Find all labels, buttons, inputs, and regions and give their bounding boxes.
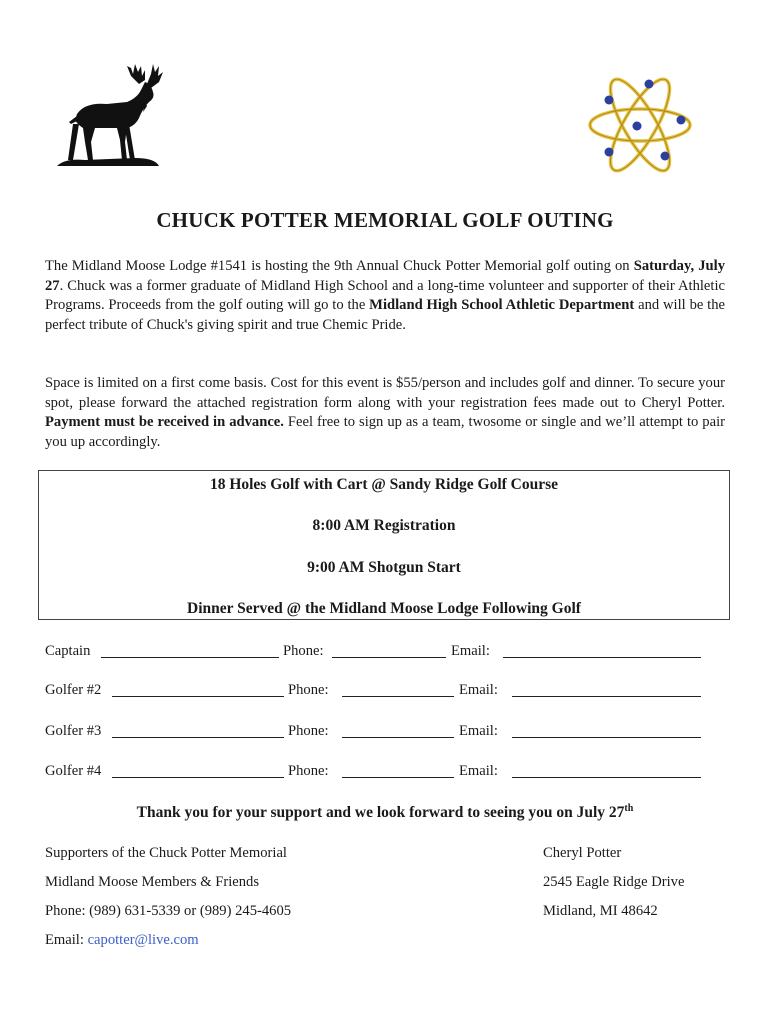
schedule-dinner: Dinner Served @ the Midland Moose Lodge Following Golf bbox=[187, 600, 581, 617]
contact-phone: Phone: (989) 631-5339 or (989) 245-4605 bbox=[45, 903, 292, 919]
captain-email-field[interactable] bbox=[503, 643, 701, 663]
mail-to-street: 2545 Eagle Ridge Drive bbox=[543, 874, 685, 890]
page-title: CHUCK POTTER MEMORIAL GOLF OUTING bbox=[156, 208, 614, 232]
details-text-1: Space is limited on a first come basis. Cost for this event is $55/person and includes golf and dinner. To secure your spot, please forward the attached registration form along with your registration fees made out to Cheryl Potter. bbox=[45, 375, 725, 411]
golfer-4-email-field[interactable] bbox=[512, 763, 701, 783]
intro-text-1: The Midland Moose Lodge #1541 is hosting the 9th Annual Chuck Potter Memorial golf outing on bbox=[45, 258, 634, 274]
golfer-row bbox=[45, 682, 725, 702]
captain-row bbox=[45, 643, 725, 663]
golfer-4-phone-field[interactable] bbox=[342, 763, 454, 783]
email-link[interactable]: capotter@live.com bbox=[87, 932, 199, 948]
mail-to-name: Cheryl Potter bbox=[543, 845, 622, 861]
payment-note: Payment must be received in advance. bbox=[45, 414, 284, 430]
golfer-2-name-field[interactable] bbox=[112, 682, 284, 702]
schedule-registration: 8:00 AM Registration bbox=[312, 517, 456, 534]
captain-name-field[interactable] bbox=[101, 643, 279, 663]
golfer-4-label: Golfer #4 bbox=[45, 763, 102, 779]
captain-phone-field[interactable] bbox=[332, 643, 446, 663]
schedule-box bbox=[38, 470, 730, 620]
golfer-row bbox=[45, 723, 725, 743]
moose-logo-icon bbox=[55, 62, 165, 170]
golfer-2-email-label: Email: bbox=[459, 682, 498, 698]
details-text-2: Feel free to sign up as a team, twosome or single and we’ll attempt to pair you up accordingly. bbox=[45, 414, 725, 450]
golfer-2-email-field[interactable] bbox=[512, 682, 701, 702]
email-label: Email: bbox=[45, 932, 88, 948]
members-line: Midland Moose Members & Friends bbox=[45, 874, 260, 890]
captain-phone-label: Phone: bbox=[283, 643, 324, 659]
golfer-4-phone-label: Phone: bbox=[288, 763, 329, 779]
supporters-line: Supporters of the Chuck Potter Memorial bbox=[45, 845, 287, 861]
schedule-shotgun-start: 9:00 AM Shotgun Start bbox=[307, 559, 461, 576]
golfer-3-phone-label: Phone: bbox=[288, 723, 329, 739]
golfer-2-label: Golfer #2 bbox=[45, 682, 102, 698]
mail-to-city: Midland, MI 48642 bbox=[543, 903, 658, 919]
golfer-4-name-field[interactable] bbox=[112, 763, 284, 783]
intro-paragraph bbox=[45, 257, 725, 335]
golfer-row bbox=[45, 763, 725, 783]
beneficiary: Midland High School Athletic Department bbox=[369, 297, 635, 313]
golfer-3-label: Golfer #3 bbox=[45, 723, 102, 739]
thank-you-text: Thank you for your support and we look forward to seeing you on July 27 bbox=[136, 804, 625, 822]
captain-email-label: Email: bbox=[451, 643, 490, 659]
golfer-2-phone-field[interactable] bbox=[342, 682, 454, 702]
golfer-3-email-label: Email: bbox=[459, 723, 498, 739]
thank-you-suffix: th bbox=[624, 803, 634, 814]
golfer-2-phone-label: Phone: bbox=[288, 682, 329, 698]
thank-you-message bbox=[0, 803, 770, 822]
intro-text-3: and will be the perfect tribute of Chuck's giving spirit and true Chemic Pride. bbox=[45, 297, 726, 333]
intro-text-2: . Chuck was a former graduate of Midland High School and a long-time volunteer and supporter of their Athletic Programs. Proceeds from the golf outing will go to the bbox=[45, 277, 725, 313]
captain-label: Captain bbox=[45, 643, 91, 659]
golfer-4-email-label: Email: bbox=[459, 763, 498, 779]
schedule-golf: 18 Holes Golf with Cart @ Sandy Ridge Golf Course bbox=[209, 476, 559, 493]
golfer-3-name-field[interactable] bbox=[112, 723, 284, 743]
atom-logo-icon bbox=[585, 60, 695, 190]
details-paragraph bbox=[45, 374, 725, 452]
golfer-3-phone-field[interactable] bbox=[342, 723, 454, 743]
contact-email bbox=[45, 932, 199, 949]
event-date: Saturday, July 27 bbox=[45, 258, 726, 294]
golfer-3-email-field[interactable] bbox=[512, 723, 701, 743]
